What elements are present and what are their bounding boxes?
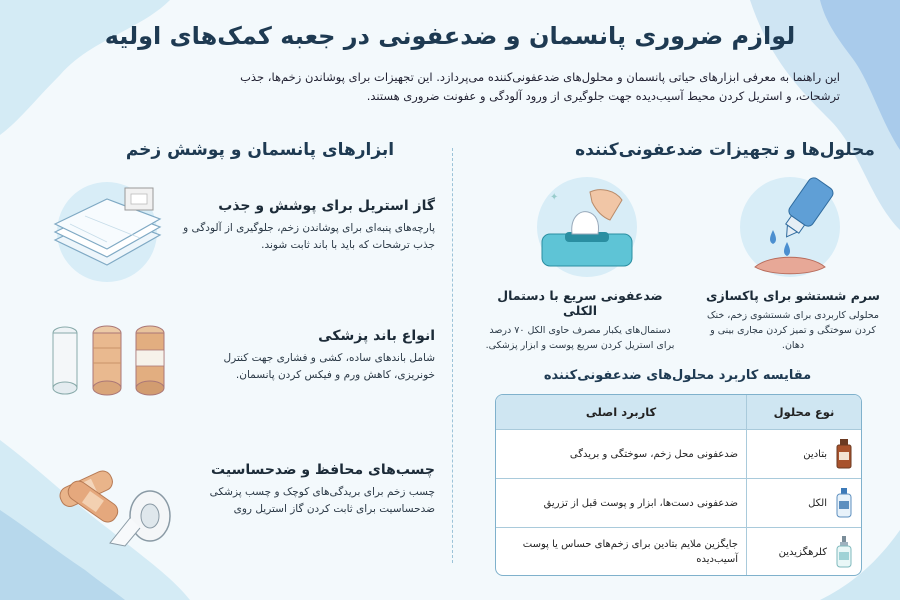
solution-name: بتادین [803, 448, 827, 460]
intro-paragraph: این راهنما به معرفی ابزارهای حیاتی پانسمان و محلول‌های ضدعفونی‌کننده می‌پردازد. این تجهیزات برای پوشاندن زخم‌ها، جذب ترشحات، و استریل کردن محیط آسیب‌دیده جهت جلوگیری از ورود آلودگی و عفونت ضروری هستند. [240, 70, 840, 103]
item-text: چسب زخم برای بریدگی‌های کوچک و چسب پزشکی ضدحساسیت برای ثابت کردن گاز استریل روی [209, 486, 435, 515]
solution-use: ضدعفونی دست‌ها، ابزار و پوست قبل از تزریق [543, 497, 738, 509]
table-header-row [496, 395, 861, 429]
item-adhesive-tapes [185, 462, 435, 518]
comparison-table [495, 394, 862, 576]
table-row [496, 478, 861, 527]
item-text: محلولی کاربردی برای شستشوی زخم، خنک کردن سوختگی و تمیز کردن مجاری بینی و دهان. [707, 310, 879, 351]
solution-use: ضدعفونی محل زخم، سوختگی و بریدگی [569, 448, 738, 460]
item-heading: انواع باند پزشکی [318, 328, 435, 344]
table-row [496, 527, 861, 576]
column-divider [452, 148, 453, 563]
item-heading: گاز استریل برای پوشش و جذب [218, 198, 435, 214]
row-solution-cell [746, 430, 861, 478]
gauze-pads-icon [45, 180, 170, 285]
solution-name: الکل [808, 497, 827, 509]
betadine-bottle-icon [835, 439, 853, 469]
bandage-rolls-icon [40, 318, 175, 403]
solution-use: جایگزین ملایم بتادین برای زخم‌های حساس یا پوست آسیب‌دیده [522, 539, 738, 565]
alcohol-wipes-icon [530, 172, 645, 282]
chlorhexidine-bottle-icon [835, 536, 853, 568]
svg-text:✦: ✦ [550, 192, 559, 203]
row-solution-cell [746, 479, 861, 527]
alcohol-bottle-icon [835, 488, 853, 518]
table-row [496, 429, 861, 478]
item-heading: ضدعفونی سریع با دستمال الکلی [497, 288, 663, 318]
item-text: پارچه‌های پنبه‌ای برای پوشاندن زخم، جلوگیری از آلودگی و جذب ترشحات که باید با باند ثابت شوند. [183, 222, 435, 251]
solution-name: کلرهگزیدین [778, 546, 827, 558]
item-text: شامل باندهای ساده، کشی و فشاری جهت کنترل خونریزی، کاهش ورم و فیکس کردن پانسمان. [223, 352, 435, 381]
item-alcohol-wipes [480, 288, 680, 353]
adhesive-tape-icon [55, 448, 175, 548]
saline-drops-icon [735, 172, 845, 282]
item-sterile-gauze [180, 198, 435, 254]
decor-blob-top-left [0, 0, 200, 140]
item-text: دستمال‌های یکبار مصرف حاوی الکل ۷۰ درصد برای استریل کردن سریع پوست و ابزار پزشکی. [485, 325, 675, 351]
header-main-use: کاربرد اصلی [585, 404, 657, 419]
item-heading: چسب‌های محافظ و ضدحساسیت [211, 462, 435, 478]
item-heading: سرم شستشو برای پاکسازی [706, 288, 880, 303]
row-solution-cell [746, 528, 861, 576]
section-title-antiseptics: محلول‌ها و تجهیزات ضدعفونی‌کننده [575, 140, 875, 160]
section-title-dressings: ابزارهای پانسمان و پوشش زخم [125, 140, 395, 160]
item-saline-wash [703, 288, 883, 353]
page-title: لوازم ضروری پانسمان و ضدعفونی در جعبه کمک‌های اولیه [104, 22, 796, 50]
item-medical-bandages [190, 328, 435, 384]
table-title: مقایسه کاربرد محلول‌های ضدعفونی‌کننده [543, 368, 812, 383]
header-solution-type: نوع محلول [746, 395, 861, 429]
